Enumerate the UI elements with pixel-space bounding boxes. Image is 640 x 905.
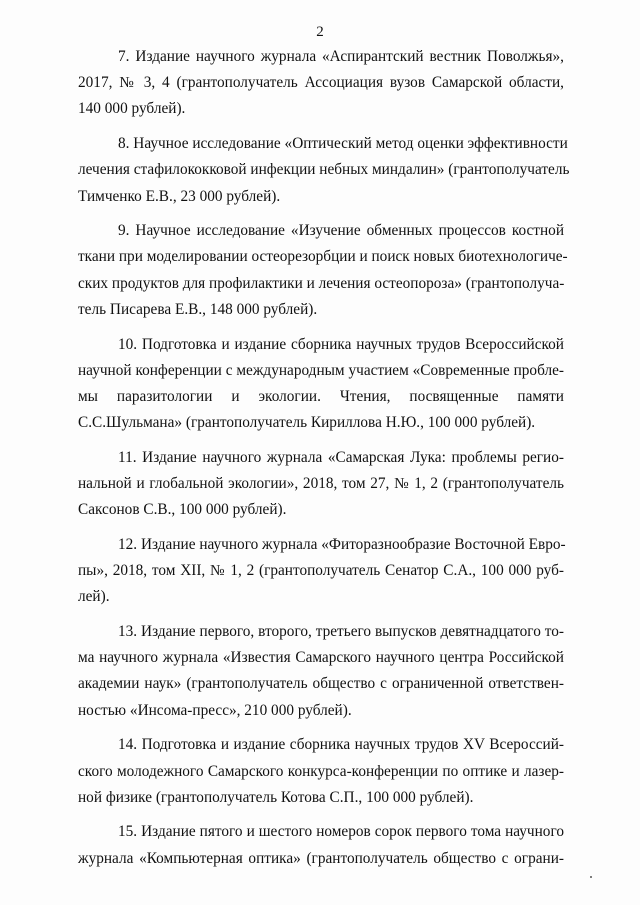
text-line: научной конференции с международным участием «Современные пробле- — [78, 361, 564, 379]
text-line: лечения стафилококковой инфекции небных миндалин» (грантополучатель — [78, 161, 570, 179]
grant-item-14 — [78, 732, 564, 811]
text-line: ностью «Инсома-пресс», 210 000 рублей). — [78, 701, 352, 719]
text-line: ского молодежного Самарского конкурса-конференции по оптике и лазер- — [78, 762, 564, 780]
grant-item-12 — [78, 532, 564, 611]
text-line: 11. Издание научного журнала «Самарская Лука: проблемы регио- — [118, 448, 564, 466]
text-line: пы», 2018, том XII, № 1, 2 (грантополучатель Сенатор С.А., 100 000 руб- — [78, 562, 564, 580]
grant-item-10 — [78, 332, 564, 437]
text-line: 10. Подготовка и издание сборника научных трудов Всероссийской — [118, 335, 564, 353]
text-line: Тимченко Е.В., 23 000 рублей). — [78, 187, 281, 205]
page-number: 2 — [316, 24, 324, 40]
text-line: нальной и глобальной экологии», 2018, том 27, № 1, 2 (грантополучатель — [78, 475, 564, 493]
text-line: 15. Издание пятого и шестого номеров сорок первого тома научного — [118, 823, 564, 841]
scan-speck — [590, 876, 592, 878]
text-line: Саксонов С.В., 100 000 рублей). — [78, 501, 287, 519]
grant-item-11 — [78, 445, 564, 524]
text-line: 13. Издание первого, второго, третьего выпусков девятнадцатого то- — [118, 623, 564, 641]
text-line: 140 000 рублей). — [78, 100, 186, 118]
grant-item-7 — [78, 44, 564, 123]
text-line: 2017, № 3, 4 (грантополучатель Ассоциация вузов Самарской области, — [78, 74, 564, 92]
grant-item-9 — [78, 218, 568, 323]
text-line: С.С.Шульмана» (грантополучатель Кириллова Н.Ю., 100 000 рублей). — [78, 414, 536, 432]
text-line: 14. Подготовка и издание сборника научных трудов XV Всероссий- — [118, 736, 564, 754]
text-line: журнала «Компьютерная оптика» (грантополучатель общество с ограни- — [78, 849, 564, 867]
text-line: мы паразитологии и экологии. Чтения, посвященные памяти — [78, 387, 564, 405]
text-line: академии наук» (грантополучатель общество с ограниченной ответствен- — [78, 675, 564, 693]
text-line: 8. Научное исследование «Оптический метод оценки эффективности — [118, 135, 568, 153]
text-line: 7. Издание научного журнала «Аспирантский вестник Поволжья», — [118, 48, 564, 65]
document-body — [78, 44, 570, 880]
text-line: ма научного журнала «Известия Самарского научного центра Российской — [78, 649, 564, 667]
grant-item-8 — [78, 131, 570, 210]
grant-item-13 — [78, 619, 564, 724]
grant-item-15 — [78, 819, 564, 871]
text-line: 9. Научное исследование «Изучение обменных процессов костной — [118, 222, 564, 240]
text-line: ских продуктов для профилактики и лечения остеопороза» (грантополуча- — [78, 274, 565, 292]
text-line: 12. Издание научного журнала «Фиторазнообразие Восточной Евро- — [118, 535, 566, 553]
text-line: лей). — [78, 588, 110, 606]
text-line: тель Писарева Е.В., 148 000 рублей). — [78, 300, 318, 318]
text-line: ной физике (грантополучатель Котова С.П., 100 000 рублей). — [78, 788, 474, 806]
text-line: ткани при моделировании остеорезорбции и поиск новых биотехнологиче- — [78, 248, 568, 266]
